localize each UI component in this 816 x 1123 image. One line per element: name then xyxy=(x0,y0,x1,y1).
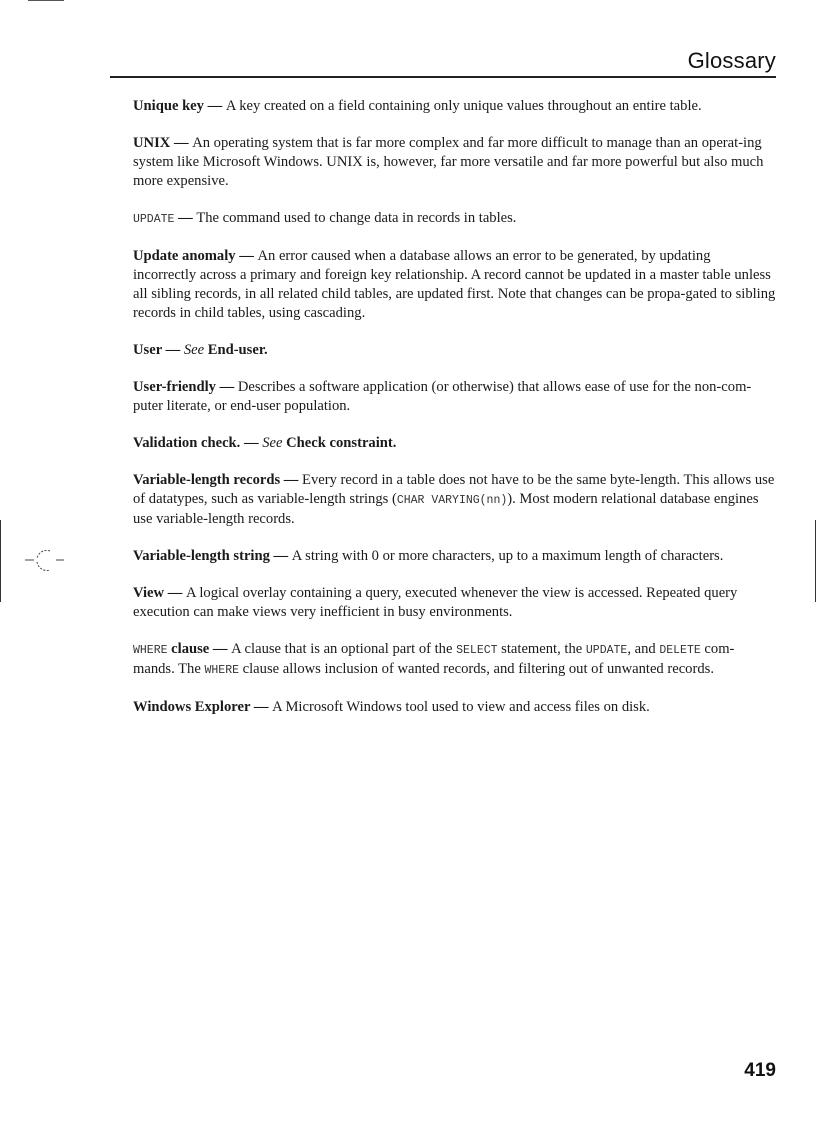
entry-dash: — xyxy=(269,548,292,564)
entry-term: Variable-length records xyxy=(133,472,281,488)
entry-dash: — xyxy=(161,342,184,358)
entry-term: Validation check xyxy=(133,435,237,451)
registration-mark-icon xyxy=(22,546,70,576)
entry-see: See xyxy=(183,342,205,358)
page-title: Glossary xyxy=(687,48,776,73)
entry-definition: com-mands. The xyxy=(133,641,735,677)
entry-term: Update anomaly xyxy=(133,248,236,264)
glossary-entry-variable-length-records xyxy=(133,471,776,529)
entry-definition: A clause that is an optional part of the xyxy=(231,641,457,657)
entry-code: CHAR VARYING(nn) xyxy=(396,494,508,507)
entry-definition: , and xyxy=(627,641,660,657)
entry-definition: The command used to change data in records in tables. xyxy=(196,210,517,226)
entry-definition: A logical overlay containing a query, executed whenever the view is accessed. Repeated query execution can make views very inefficient in busy environments. xyxy=(133,585,738,620)
entry-dash: — xyxy=(174,210,197,226)
crop-mark-top xyxy=(28,0,64,1)
entry-term: Variable-length string xyxy=(133,548,270,564)
entry-code: DELETE xyxy=(659,644,701,657)
entry-definition: A string with 0 or more characters, up to a maximum length of characters. xyxy=(291,548,724,564)
glossary-content xyxy=(133,97,776,735)
entry-term: Unique key xyxy=(133,98,204,114)
entry-definition: ). Most modern relational database engines use variable-length records. xyxy=(133,491,759,527)
glossary-entry-update xyxy=(133,209,776,229)
glossary-entry-user-friendly xyxy=(133,378,776,416)
entry-definition: A Microsoft Windows tool used to view and access files on disk. xyxy=(272,699,650,715)
glossary-entry-update-anomaly xyxy=(133,247,776,323)
entry-dash: — xyxy=(235,248,258,264)
entry-dash: — xyxy=(203,98,226,114)
entry-dash: — xyxy=(280,472,303,488)
glossary-entry-view xyxy=(133,584,776,622)
entry-definition: statement, the xyxy=(497,641,586,657)
entry-dash: — xyxy=(215,379,238,395)
glossary-entry-validation-check xyxy=(133,434,776,453)
glossary-entry-user xyxy=(133,341,776,360)
entry-term: Windows Explorer xyxy=(133,699,251,715)
glossary-entry-unix xyxy=(133,134,776,191)
entry-cross-reference: Check constraint. xyxy=(286,435,397,451)
page-number: 419 xyxy=(744,1060,776,1081)
glossary-entry-unique-key xyxy=(133,97,776,116)
entry-definition: Every record in a table does not have to be the same byte-length. This allows use of datatypes, such as variable-length strings ( xyxy=(133,472,775,507)
entry-see: See xyxy=(262,435,283,451)
margin-line-left xyxy=(0,520,1,602)
entry-code: WHERE xyxy=(204,664,239,677)
entry-term: User-friendly xyxy=(133,379,216,395)
entry-code: SELECT xyxy=(456,644,498,657)
entry-code: UPDATE xyxy=(585,644,628,657)
entry-term: User xyxy=(133,342,162,358)
entry-dash: — xyxy=(164,585,186,601)
entry-term: UNIX xyxy=(133,135,171,151)
glossary-entry-variable-length-string xyxy=(133,547,776,566)
entry-dash: — xyxy=(209,641,232,657)
entry-definition: clause allows inclusion of wanted records, and filtering out of unwanted records. xyxy=(239,661,714,677)
page-header xyxy=(110,44,776,78)
glossary-entry-windows-explorer xyxy=(133,698,776,717)
entry-term-code: UPDATE xyxy=(133,213,175,226)
entry-definition: An operating system that is far more complex and far more difficult to manage than an operat-ing system like Microsoft Windows. UNIX is, however, far more versatile and far more powerful but also much more expensive. xyxy=(133,135,764,189)
entry-dash: — xyxy=(170,135,193,151)
glossary-entry-where-clause xyxy=(133,640,776,680)
entry-dash: . — xyxy=(236,435,263,451)
entry-definition: Describes a software application (or otherwise) that allows ease of use for the non-com-puter literate, or end-user population. xyxy=(133,379,752,414)
entry-definition: An error caused when a database allows an error to be generated, by updating incorrectly across a primary and foreign key relationship. A record cannot be updated in a master table unless all sibling records, in all related child tables, are updated first. Note that changes can be propa-gated to sibling records in child tables, using cascading. xyxy=(133,248,776,321)
entry-term-code: WHERE xyxy=(133,644,168,657)
entry-cross-reference: End-user. xyxy=(207,342,268,358)
entry-definition: A key created on a field containing only unique values throughout an entire table. xyxy=(225,98,702,114)
entry-dash: — xyxy=(250,699,273,715)
entry-term: View xyxy=(133,585,165,601)
entry-term: clause xyxy=(167,641,210,657)
